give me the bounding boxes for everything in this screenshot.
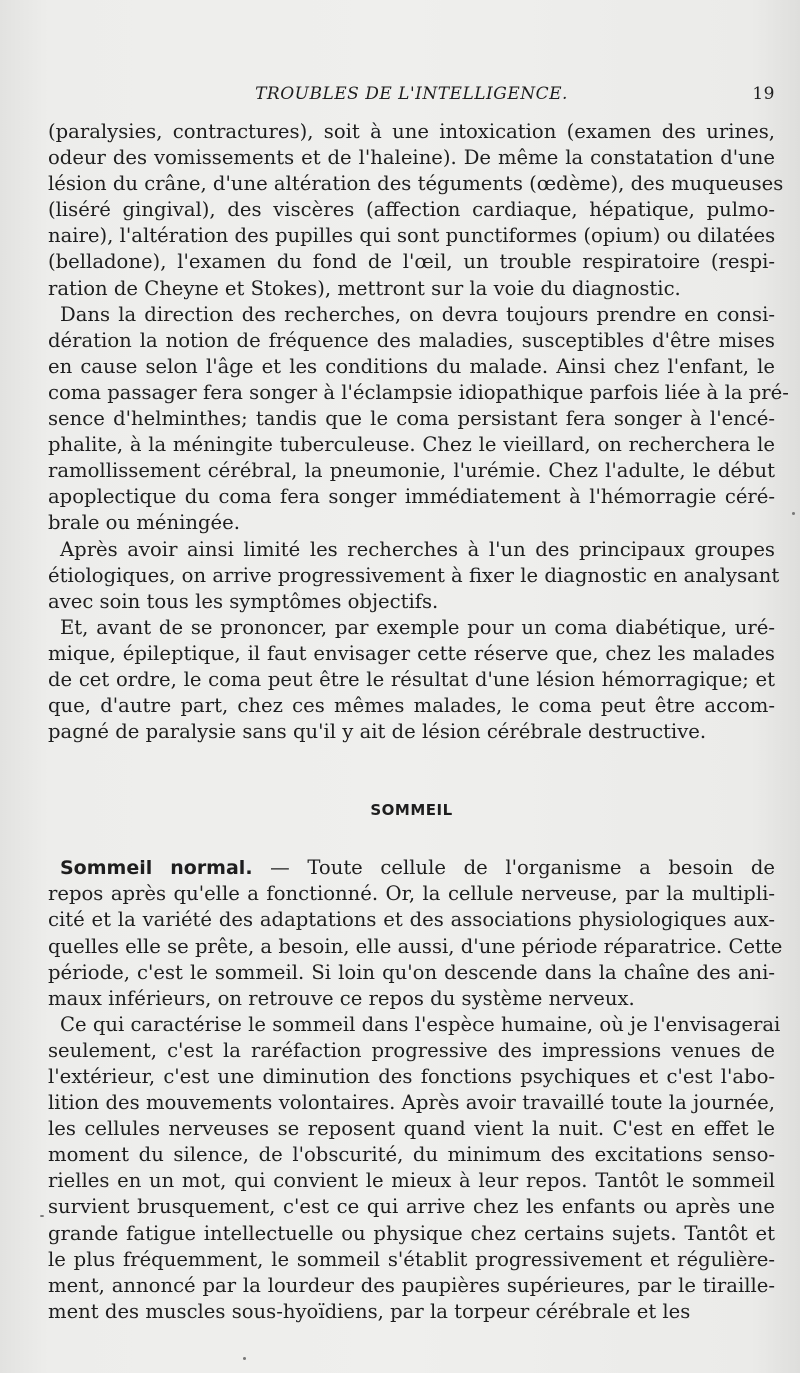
text-line: que, d'autre part, chez ces mêmes malades, le coma peut être accom- <box>48 694 775 718</box>
section-title: SOMMEIL <box>370 801 453 820</box>
text-line: maux inférieurs, on retrouve ce repos du système nerveux. <box>48 986 635 1010</box>
ink-speck <box>243 1357 246 1360</box>
text-line: (belladone), l'examen du fond de l'œil, un trouble respiratoire (respi- <box>48 250 775 274</box>
paragraph <box>48 537 780 615</box>
text-line: seulement, c'est la raréfaction progressive des impressions venues de <box>48 1038 775 1062</box>
text-line: quelles elle se prête, a besoin, elle aussi, d'une période réparatrice. Cette <box>48 934 783 958</box>
text-line-content: — Toute cellule de l'organisme a besoin de <box>252 856 775 880</box>
run-in-heading: Sommeil normal. <box>60 857 253 880</box>
text-line: cité et la variété des adaptations et des associations physiologiques aux- <box>48 908 775 932</box>
text-line: Après avoir ainsi limité les recherches à l'un des principaux groupes <box>60 537 775 561</box>
ink-speck <box>792 512 795 515</box>
text-line: grande fatigue intellectuelle ou physique chez certains sujets. Tantôt et <box>48 1221 775 1245</box>
text-line: phalite, à la méningite tuberculeuse. Chez le vieillard, on recherchera le <box>48 433 775 457</box>
text-line: lésion du crâne, d'une altération des téguments (œdème), des muqueuses <box>48 172 784 196</box>
text-line: ment, annoncé par la lourdeur des paupières supérieures, par le tiraille- <box>48 1273 775 1297</box>
pre-section-text <box>48 119 789 745</box>
text-line: sence d'helminthes; tandis que le coma persistant fera songer à l'encé- <box>48 407 775 431</box>
text-line: Et, avant de se prononcer, par exemple pour un coma diabétique, uré- <box>60 615 775 639</box>
ink-speck <box>40 1215 44 1217</box>
text-line: mique, épileptique, il faut envisager cette réserve que, chez les malades <box>48 641 775 665</box>
section-text <box>48 855 783 1325</box>
text-line: l'extérieur, c'est une diminution des fonctions psychiques et c'est l'abo- <box>48 1065 775 1088</box>
text-line: survient brusquement, c'est ce qui arrive chez les enfants ou après une <box>48 1195 775 1219</box>
text-line: moment du silence, de l'obscurité, du minimum des excitations senso- <box>48 1143 775 1167</box>
text-line: (liséré gingival), des viscères (affection cardiaque, hépatique, pulmo- <box>48 198 775 222</box>
paragraph <box>48 302 789 537</box>
text-line: ment des muscles sous-hyoïdiens, par la torpeur cérébrale et les <box>48 1299 691 1323</box>
page-number: 19 <box>752 84 775 104</box>
text-line: ration de Cheyne et Stokes), mettront sur la voie du diagnostic. <box>48 276 681 300</box>
text-line: odeur des vomissements et de l'haleine). De même la constatation d'une <box>48 146 775 170</box>
text-line: rielles en un mot, qui convient le mieux à leur repos. Tantôt le sommeil <box>48 1169 775 1193</box>
running-head <box>48 84 775 110</box>
text-line: coma passager fera songer à l'éclampsie idiopathique parfois liée à la pré- <box>48 380 789 404</box>
text-line: repos après qu'elle a fonctionné. Or, la cellule nerveuse, par la multipli- <box>48 882 775 906</box>
running-title: TROUBLES DE L'INTELLIGENCE. <box>255 84 568 104</box>
paragraph <box>48 615 775 745</box>
text-line: brale ou méningée. <box>48 511 240 535</box>
text-line: avec soin tous les symptômes objectifs. <box>48 589 439 613</box>
text-line: dération la notion de fréquence des maladies, susceptibles d'être mises <box>48 328 775 352</box>
text-line: (paralysies, contractures), soit à une intoxication (examen des urines, <box>48 120 775 143</box>
text-line: de cet ordre, le coma peut être le résultat d'une lésion hémorragique; et <box>48 667 775 691</box>
text-line: apoplectique du coma fera songer immédiatement à l'hémorragie céré- <box>48 485 775 509</box>
paragraph <box>48 1012 781 1325</box>
text-line: pagné de paralysie sans qu'il y ait de lésion cérébrale destructive. <box>48 720 707 744</box>
text-line: étiologiques, on arrive progressivement à fixer le diagnostic en analysant <box>48 563 780 587</box>
text-line: période, c'est le sommeil. Si loin qu'on descende dans la chaîne des ani- <box>48 960 775 984</box>
text-line <box>48 855 775 881</box>
paragraph <box>48 119 784 302</box>
paragraph <box>48 855 783 1012</box>
text-line: les cellules nerveuses se reposent quand vient la nuit. C'est en effet le <box>48 1117 775 1141</box>
text-line: naire), l'altération des pupilles qui sont punctiformes (opium) ou dilatées <box>48 224 776 248</box>
body-text <box>48 119 789 1325</box>
text-line: Dans la direction des recherches, on devra toujours prendre en consi- <box>60 302 775 326</box>
text-line: Ce qui caractérise le sommeil dans l'espèce humaine, où je l'envisagerai <box>60 1012 781 1036</box>
text-line: ramollissement cérébral, la pneumonie, l'urémie. Chez l'adulte, le début <box>48 459 775 483</box>
text-line: le plus fréquemment, le sommeil s'établit progressivement et régulière- <box>48 1247 775 1271</box>
text-line: lition des mouvements volontaires. Après avoir travaillé toute la journée, <box>48 1091 775 1115</box>
text-line: en cause selon l'âge et les conditions du malade. Ainsi chez l'enfant, le <box>48 354 775 378</box>
